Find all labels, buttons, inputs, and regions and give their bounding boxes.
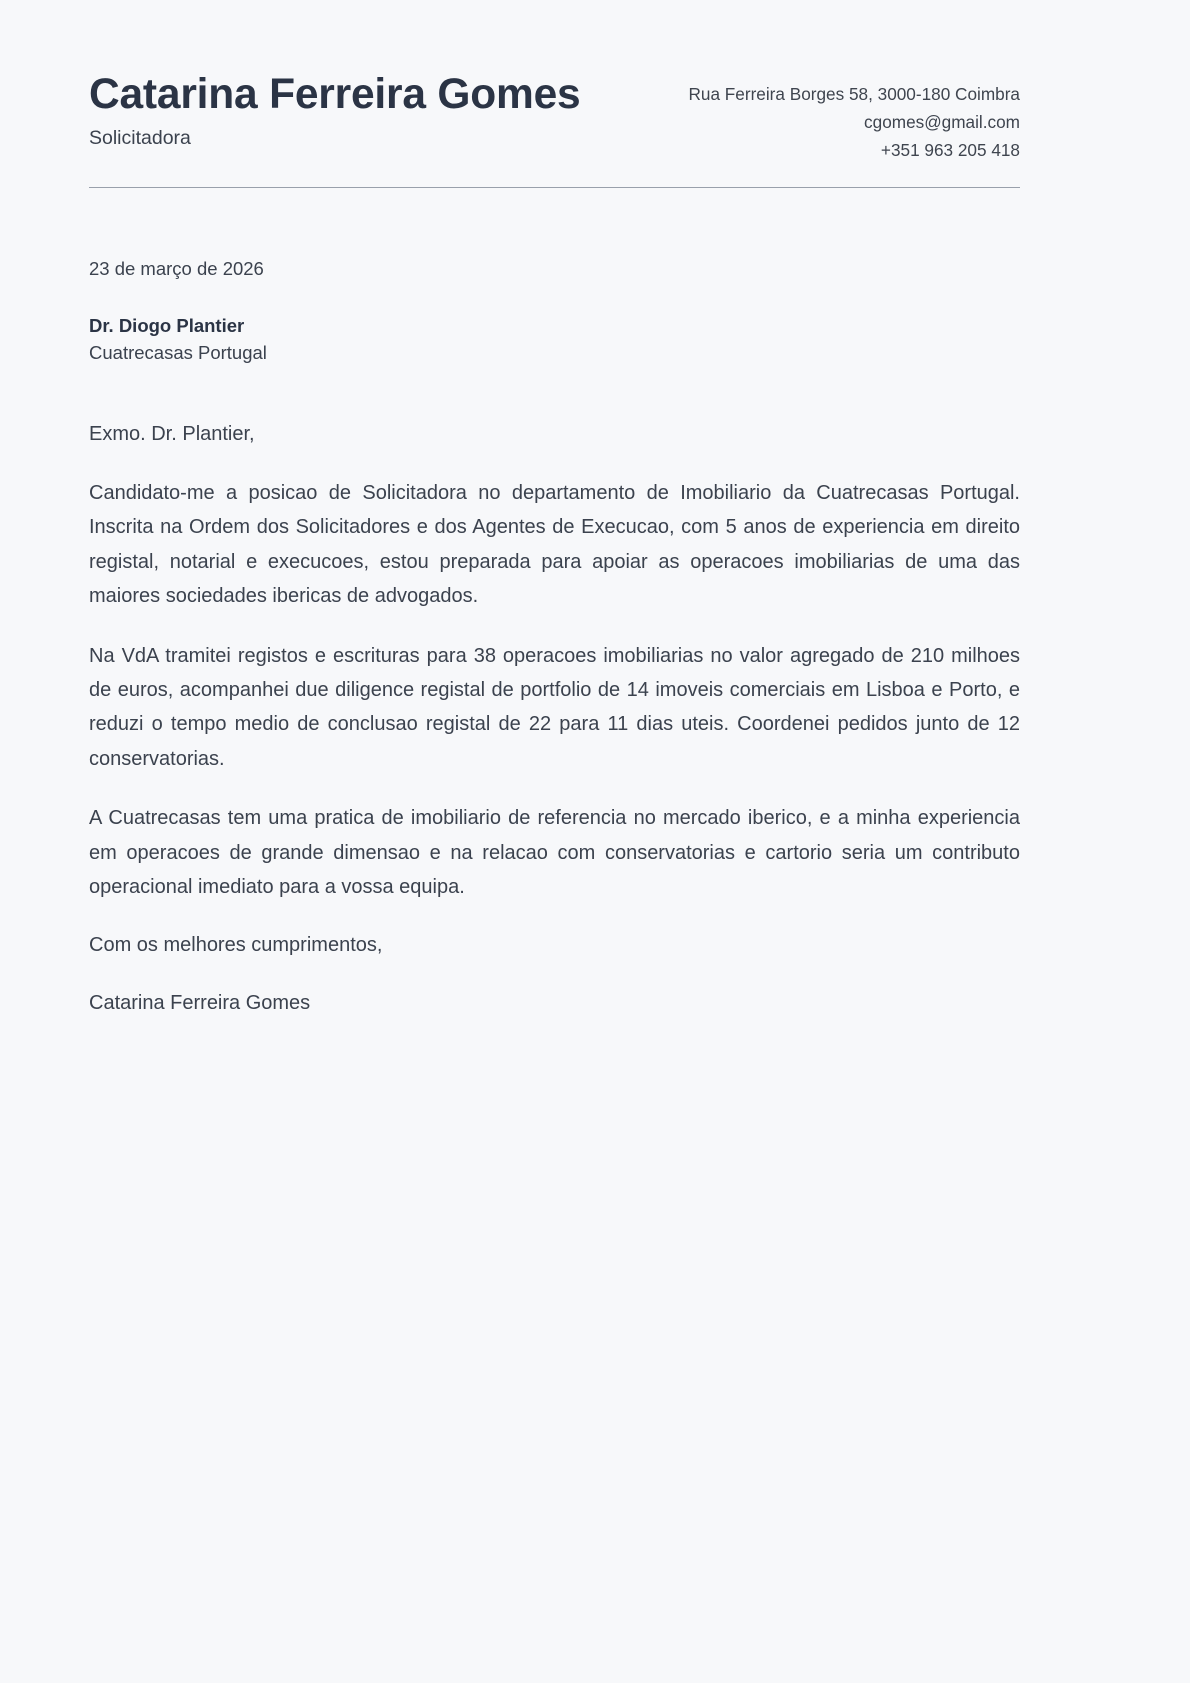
salutation: Exmo. Dr. Plantier, [89, 423, 255, 446]
closing-line: Com os melhores cumprimentos, [89, 934, 383, 957]
contact-address: Rua Ferreira Borges 58, 3000-180 Coimbra [688, 84, 1020, 104]
letter-date: 23 de março de 2026 [89, 257, 264, 279]
letter-body [89, 419, 1020, 1019]
letter-header [89, 62, 1020, 188]
letter-meta [89, 257, 1020, 367]
contact-phone[interactable]: +351 963 205 418 [880, 139, 1020, 160]
body-paragraph-1: Candidato-me a posicao de Solicitadora no departamento de Imobiliario da Cuatrecasas Portugal. Inscrita na Ordem dos Solicitadores e dos Agentes de Execucao, com 5 anos de experiencia em direito registal, notarial e execucoes, estou preparada para apoiar as operacoes imobiliarias de uma das maiores sociedades ibericas de advogados. [89, 482, 1020, 608]
candidate-name: Catarina Ferreira Gomes [89, 71, 581, 118]
signature-name: Catarina Ferreira Gomes [89, 992, 311, 1015]
recipient-company: Cuatrecasas Portugal [89, 342, 267, 364]
contact-email[interactable]: cgomes@gmail.com [864, 111, 1020, 132]
recipient-name: Dr. Diogo Plantier [89, 314, 245, 336]
contact-block [688, 62, 1020, 165]
body-paragraph-3: A Cuatrecasas tem uma pratica de imobiliario de referencia no mercado iberico, e a minha experiencia em operacoes de grande dimensao e na relacao com conservatorias e cartorio seria um contributo operacional imediato para a vossa equipa. [89, 807, 1020, 898]
candidate-identity [89, 62, 580, 150]
candidate-role: Solicitadora [89, 126, 191, 149]
body-paragraph-2: Na VdA tramitei registos e escrituras para 38 operacoes imobiliarias no valor agregado de 210 milhoes de euros, acompanhei due diligence registal de portfolio de 14 imoveis comerciais em Lisboa e Porto, e reduzi o tempo medio de conclusao registal de 22 para 11 dias uteis. Coordenei pedidos junto de 12 conservatorias. [89, 644, 1020, 770]
